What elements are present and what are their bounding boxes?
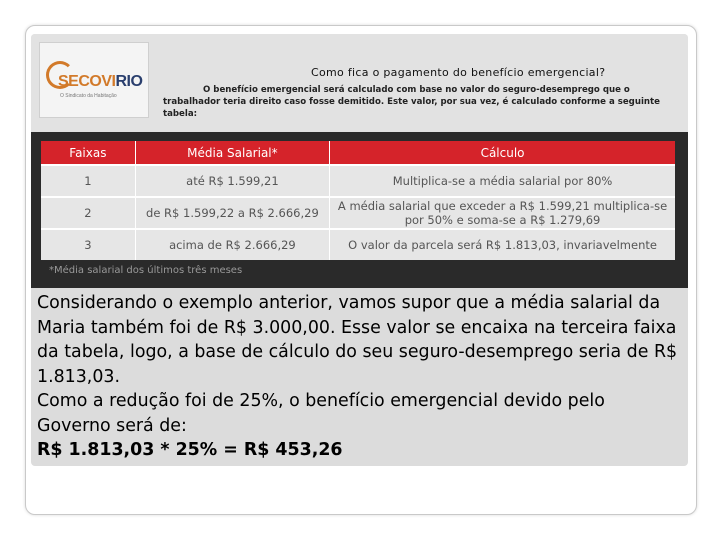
cell-faixa: 3	[41, 229, 135, 260]
slide-description: O benefício emergencial será calculado com base no valor do seguro-desemprego que o trabalhador teria direito caso fosse demitido. Este valor, por sua vez, é calculado conforme a seguinte tabela:	[163, 85, 660, 119]
table-row	[41, 197, 675, 229]
cell-media: até R$ 1.599,21	[135, 165, 329, 197]
cell-calculo: A média salarial que exceder a R$ 1.599,21 multiplica-se por 50% e soma-se a R$ 1.279,69	[330, 197, 675, 229]
column-header-calculo: Cálculo	[330, 141, 675, 165]
table-row	[41, 229, 675, 260]
table-panel	[31, 132, 688, 288]
cell-media: de R$ 1.599,22 a R$ 2.666,29	[135, 197, 329, 229]
body-text	[37, 291, 683, 463]
cell-calculo: Multiplica-se a média salarial por 80%	[330, 165, 675, 197]
logo-wordmark: SECOVIRIO	[58, 73, 143, 90]
cell-faixa: 2	[41, 197, 135, 229]
table-row	[41, 165, 675, 197]
slide-title: Como fica o pagamento do benefício emergencial?	[311, 66, 606, 79]
salary-table	[41, 141, 675, 260]
column-header-faixas: Faixas	[41, 141, 135, 165]
table-footnote: *Média salarial dos últimos três meses	[49, 265, 243, 276]
slide-content	[31, 34, 688, 466]
table-header-row	[41, 141, 675, 165]
column-header-media: Média Salarial*	[135, 141, 329, 165]
body-paragraph-1: Considerando o exemplo anterior, vamos supor que a média salarial da Maria também foi de R$ 3.000,00. Esse valor se encaixa na terceira faixa da tabela, logo, a base de cálculo do seu seguro-desemprego seria de R$ 1.813,03.	[37, 293, 678, 387]
secovi-logo	[39, 42, 149, 118]
slide-header	[31, 34, 688, 132]
cell-faixa: 1	[41, 165, 135, 197]
cell-media: acima de R$ 2.666,29	[135, 229, 329, 260]
logo-tagline: O Sindicato da Habitação	[60, 93, 117, 99]
cell-calculo: O valor da parcela será R$ 1.813,03, invariavelmente	[330, 229, 675, 260]
body-paragraph-2: Como a redução foi de 25%, o benefício emergencial devido pelo Governo será de:	[37, 391, 605, 436]
calculation-formula: R$ 1.813,03 * 25% = R$ 453,26	[37, 440, 343, 460]
